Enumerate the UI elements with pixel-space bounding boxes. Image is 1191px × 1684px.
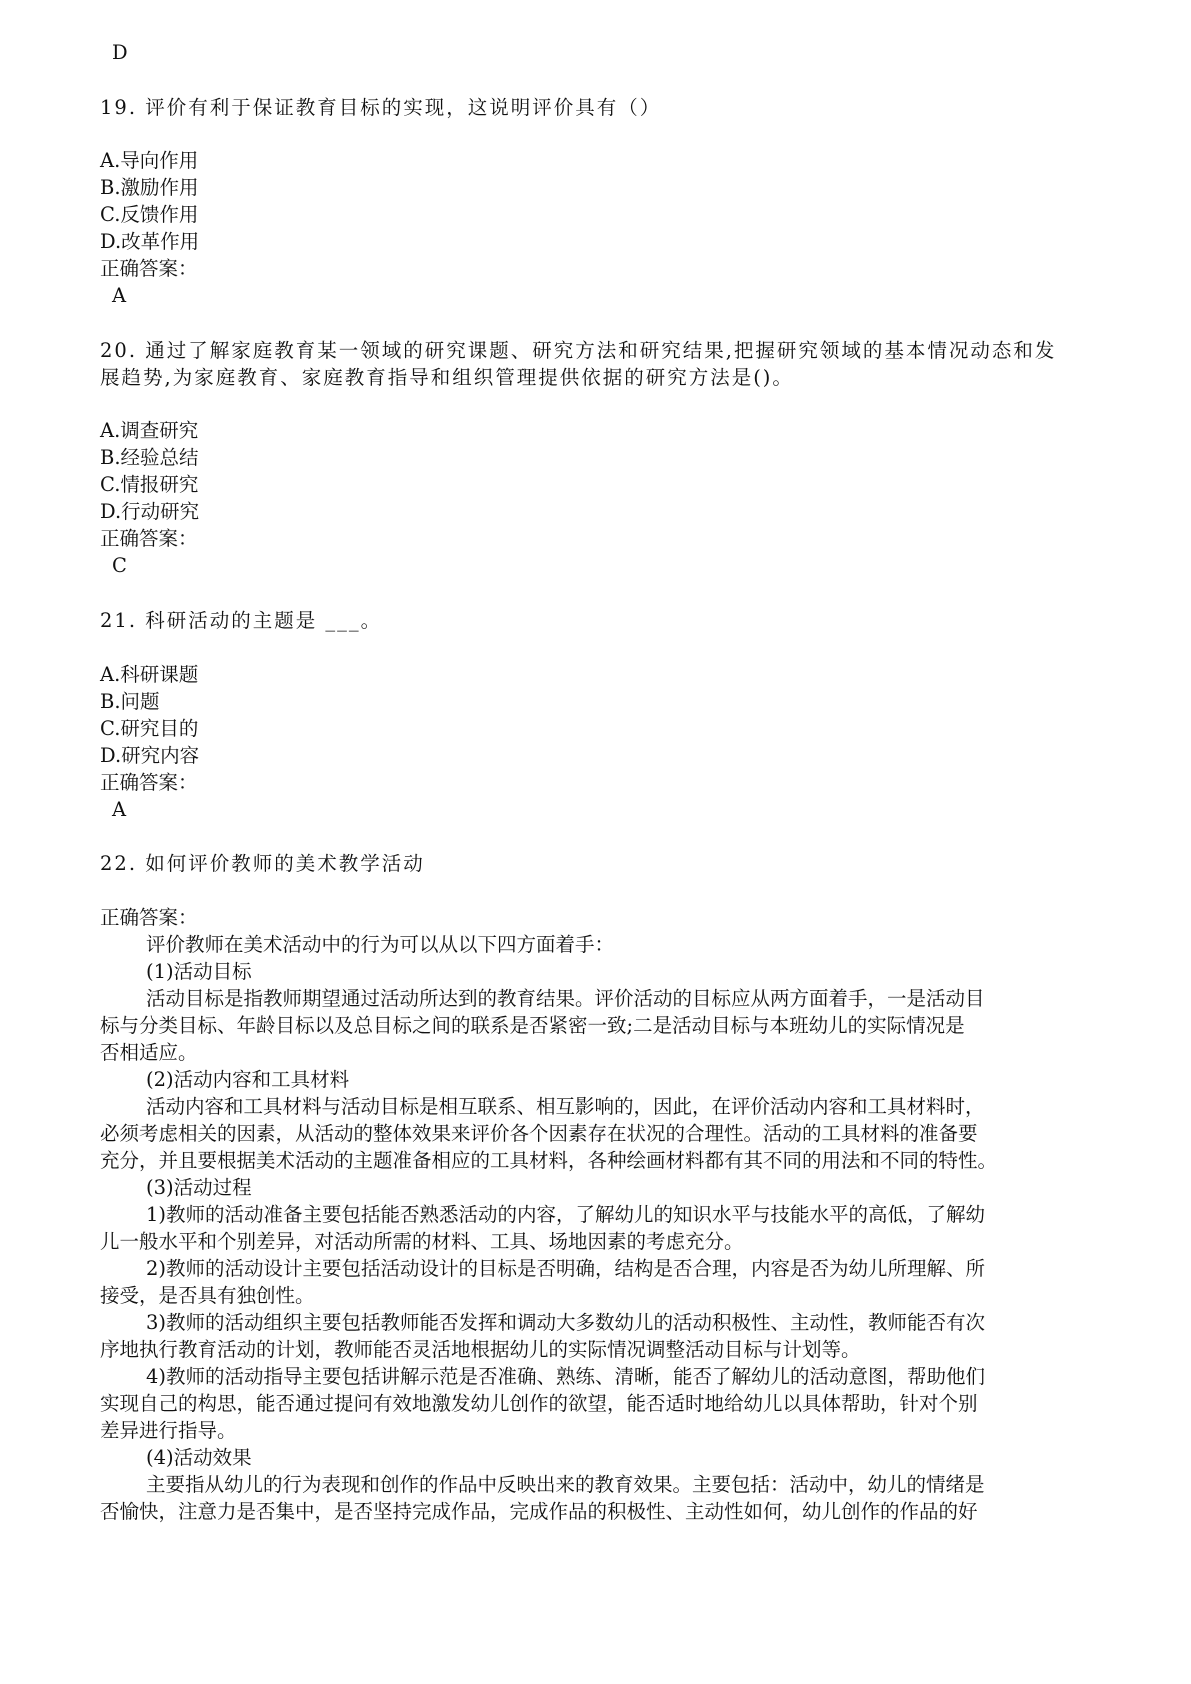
answer-section-heading: (4)活动效果 bbox=[146, 1446, 252, 1469]
answer-paragraph-line: 标与分类目标、年龄目标以及总目标之间的联系是否紧密一致;二是活动目标与本班幼儿的实际情况是 bbox=[100, 1014, 965, 1037]
question-20-option-d: D.行动研究 bbox=[100, 500, 200, 523]
question-21-option-a: A.科研课题 bbox=[100, 663, 199, 686]
question-20-option-b: B.经验总结 bbox=[100, 446, 199, 469]
question-19-option-b: B.激励作用 bbox=[100, 176, 199, 199]
answer-label: 正确答案： bbox=[100, 257, 198, 280]
question-19-stem: 19. 评价有利于保证教育目标的实现，这说明评价具有（） bbox=[100, 96, 662, 119]
answer-label: 正确答案： bbox=[100, 527, 198, 550]
question-20-stem-line: 展趋势,为家庭教育、家庭教育指导和组织管理提供依据的研究方法是()。 bbox=[100, 366, 794, 389]
question-19-option-d: D.改革作用 bbox=[100, 230, 200, 253]
answer-paragraph-line: 否愉快，注意力是否集中，是否坚持完成作品，完成作品的积极性、主动性如何，幼儿创作的作品的好 bbox=[100, 1500, 978, 1523]
question-21-answer: A bbox=[112, 798, 127, 821]
answer-paragraph-line: 差异进行指导。 bbox=[100, 1419, 237, 1442]
answer-paragraph-line: 1)教师的活动准备主要包括能否熟悉活动的内容，了解幼儿的知识水平与技能水平的高低，了解幼 bbox=[146, 1203, 986, 1226]
question-21-option-b: B.问题 bbox=[100, 690, 160, 713]
question-20-option-c: C.情报研究 bbox=[100, 473, 199, 496]
answer-label: 正确答案： bbox=[100, 906, 198, 929]
question-20-answer: C bbox=[112, 554, 127, 577]
answer-section-heading: (1)活动目标 bbox=[146, 960, 252, 983]
answer-paragraph-line: 否相适应。 bbox=[100, 1041, 198, 1064]
question-21-option-d: D.研究内容 bbox=[100, 744, 200, 767]
answer-paragraph-line: 评价教师在美术活动中的行为可以从以下四方面着手： bbox=[146, 933, 615, 956]
answer-paragraph-line: 主要指从幼儿的行为表现和创作的作品中反映出来的教育效果。主要包括：活动中，幼儿的情绪是 bbox=[146, 1473, 985, 1496]
answer-paragraph-line: 接受，是否具有独创性。 bbox=[100, 1284, 315, 1307]
answer-paragraph-line: 序地执行教育活动的计划，教师能否灵活地根据幼儿的实际情况调整活动目标与计划等。 bbox=[100, 1338, 861, 1361]
answer-paragraph-line: 2)教师的活动设计主要包括活动设计的目标是否明确，结构是否合理，内容是否为幼儿所理解、所 bbox=[146, 1257, 986, 1280]
question-19-option-a: A.导向作用 bbox=[100, 149, 199, 172]
question-19-answer: A bbox=[112, 284, 127, 307]
answer-paragraph-line: 实现自己的构思，能否通过提问有效地激发幼儿创作的欲望，能否适时地给幼儿以具体帮助，针对个别 bbox=[100, 1392, 978, 1415]
answer-section-heading: (3)活动过程 bbox=[146, 1176, 252, 1199]
answer-paragraph-line: 3)教师的活动组织主要包括教师能否发挥和调动大多数幼儿的活动积极性、主动性，教师能否有次 bbox=[146, 1311, 986, 1334]
question-20-option-a: A.调查研究 bbox=[100, 419, 199, 442]
answer-paragraph-line: 充分，并且要根据美术活动的主题准备相应的工具材料，各种绘画材料都有其不同的用法和不同的特性。 bbox=[100, 1149, 998, 1172]
answer-paragraph-line: 必须考虑相关的因素，从活动的整体效果来评价各个因素存在状况的合理性。活动的工具材料的准备要 bbox=[100, 1122, 978, 1145]
question-21-stem: 21. 科研活动的主题是 ___。 bbox=[100, 609, 383, 632]
question-22-stem: 22. 如何评价教师的美术教学活动 bbox=[100, 852, 425, 875]
answer-section-heading: (2)活动内容和工具材料 bbox=[146, 1068, 350, 1091]
question-19-option-c: C.反馈作用 bbox=[100, 203, 199, 226]
question-20-stem-line: 20. 通过了解家庭教育某一领域的研究课题、研究方法和研究结果,把握研究领域的基本情况动态和发 bbox=[100, 339, 1057, 362]
answer-paragraph-line: 活动目标是指教师期望通过活动所达到的教育结果。评价活动的目标应从两方面着手，一是活动目 bbox=[146, 987, 985, 1010]
answer-paragraph-line: 活动内容和工具材料与活动目标是相互联系、相互影响的，因此，在评价活动内容和工具材料时， bbox=[146, 1095, 985, 1118]
answer-paragraph-line: 4)教师的活动指导主要包括讲解示范是否准确、熟练、清晰，能否了解幼儿的活动意图，帮助他们 bbox=[146, 1365, 986, 1388]
previous-answer: D bbox=[112, 41, 128, 64]
answer-label: 正确答案： bbox=[100, 771, 198, 794]
question-21-option-c: C.研究目的 bbox=[100, 717, 199, 740]
answer-paragraph-line: 儿一般水平和个别差异，对活动所需的材料、工具、场地因素的考虑充分。 bbox=[100, 1230, 744, 1253]
